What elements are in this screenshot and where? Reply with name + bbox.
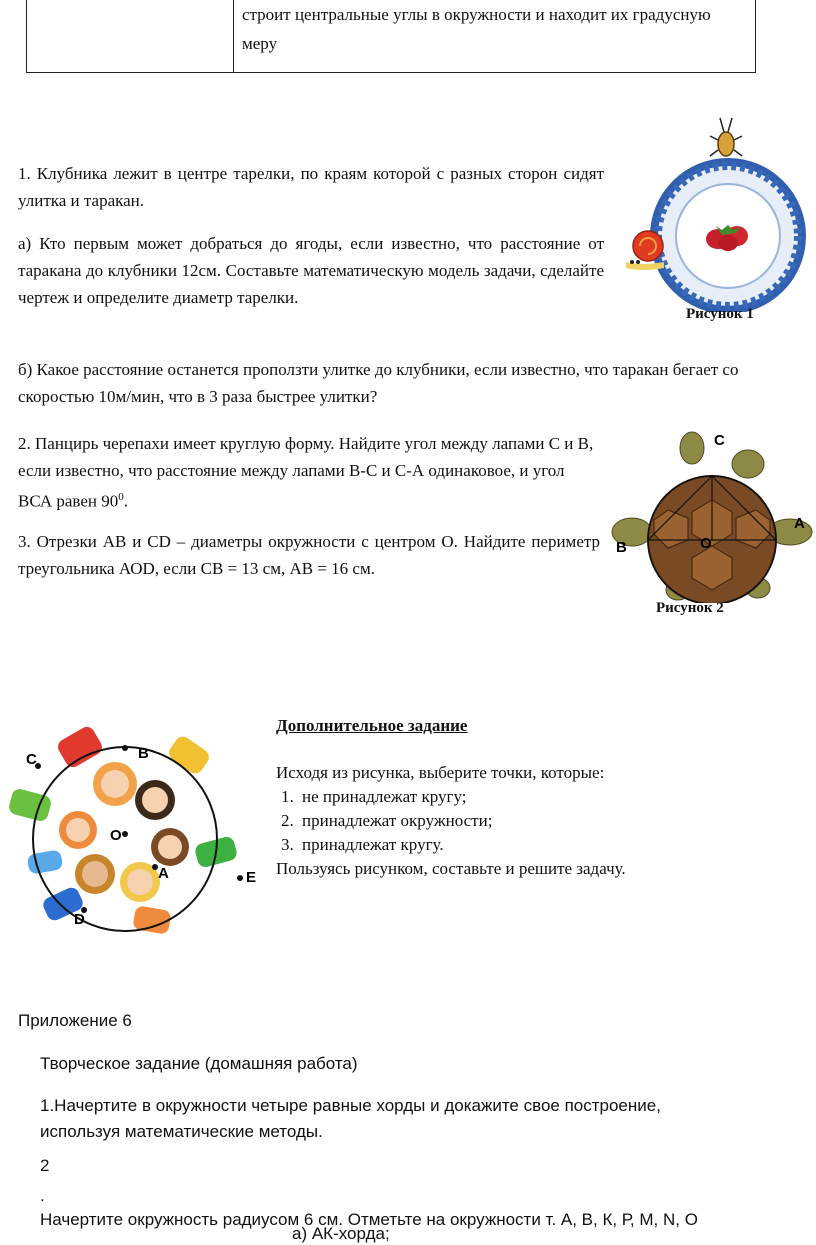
task1-part-b: б) Какое расстояние останется проползти улитке до клубники, если известно, что таракан бегает со скоростью 10м/мин, что в 3 раза быстрее улитки? (18, 360, 739, 406)
table-divider (233, 0, 234, 72)
label-c: C (26, 751, 37, 768)
cockroach-icon (710, 118, 742, 156)
label-b: B (138, 745, 149, 762)
appendix-task1: 1.Начертите в окружности четыре равные хорды и докажите свое построение, используя математические методы. (40, 1096, 661, 1141)
appendix-task2-number: 2 (40, 1156, 50, 1175)
figure1-caption: Рисунок 1 (686, 306, 754, 322)
task2-text-end: . (123, 491, 128, 511)
appendix-title: Приложение 6 (18, 1011, 132, 1030)
figure2-caption: Рисунок 2 (656, 600, 724, 616)
additional-list (276, 785, 796, 857)
point-b (122, 745, 128, 751)
task1-intro: 1. Клубника лежит в центре тарелки, по краям которой с разных сторон сидят улитка и таракан. (18, 164, 604, 210)
additional-closing: Пользуясь рисунком, составьте и решите задачу. (276, 859, 626, 878)
label-o: O (110, 827, 122, 844)
label-b: B (616, 539, 627, 556)
figure3-children-circle (0, 712, 270, 942)
appendix-task2-text: Начертите окружность радиусом 6 см. Отметьте на окружности т. А, В, К, Р, М, N, О (40, 1210, 698, 1229)
label-o: O (700, 535, 712, 552)
label-a: A (794, 515, 805, 532)
additional-title: Дополнительное задание (276, 716, 468, 735)
list-item: 2. принадлежат окружности; (298, 809, 796, 833)
label-d: D (74, 911, 85, 928)
additional-lead: Исходя из рисунка, выберите точки, которые: (276, 763, 605, 782)
task2-text (18, 430, 600, 515)
list-item: 3. принадлежат кругу. (298, 833, 796, 857)
appendix-subtitle: Творческое задание (домашняя работа) (40, 1054, 358, 1073)
figure1-plate-illustration (620, 112, 810, 312)
task3-text: 3. Отрезки АВ и СD – диаметры окружности с центром О. Найдите периметр треугольника АОD, если СВ = 13 см, АВ = 16 см. (18, 532, 600, 578)
task1-part-a: а) Кто первым может добраться до ягоды, если известно, что расстояние от таракана до клубники 12см. Составьте математическую модель задачи, сделайте чертеж и определите диаметр тарелки. (18, 234, 604, 307)
appendix-task2-dot: . (40, 1186, 45, 1205)
children-ring (7, 724, 238, 935)
task2-degree-superscript: 0 (118, 491, 124, 503)
label-e: E (246, 869, 257, 886)
label-c: C (714, 432, 725, 449)
point-o (122, 831, 128, 837)
figure2-turtle-illustration (608, 428, 816, 603)
table-cell-text: строит центральные углы в окружности и находит их градусную меру (242, 5, 711, 53)
appendix-task2-sub: а) АК-хорда; (292, 1224, 390, 1243)
additional-body (276, 761, 796, 881)
task2-text-main: 2. Панцирь черепахи имеет круглую форму. Найдите угол между лапами С и В, если известно, что расстояние между лапами В-С и С-А одинаковое, и угол ВСА равен 90 (18, 434, 594, 511)
snail-icon (626, 231, 664, 270)
criteria-table (26, 0, 756, 73)
label-a: A (158, 865, 169, 882)
point-e (237, 875, 243, 881)
list-item: 1. не принадлежат кругу; (298, 785, 796, 809)
